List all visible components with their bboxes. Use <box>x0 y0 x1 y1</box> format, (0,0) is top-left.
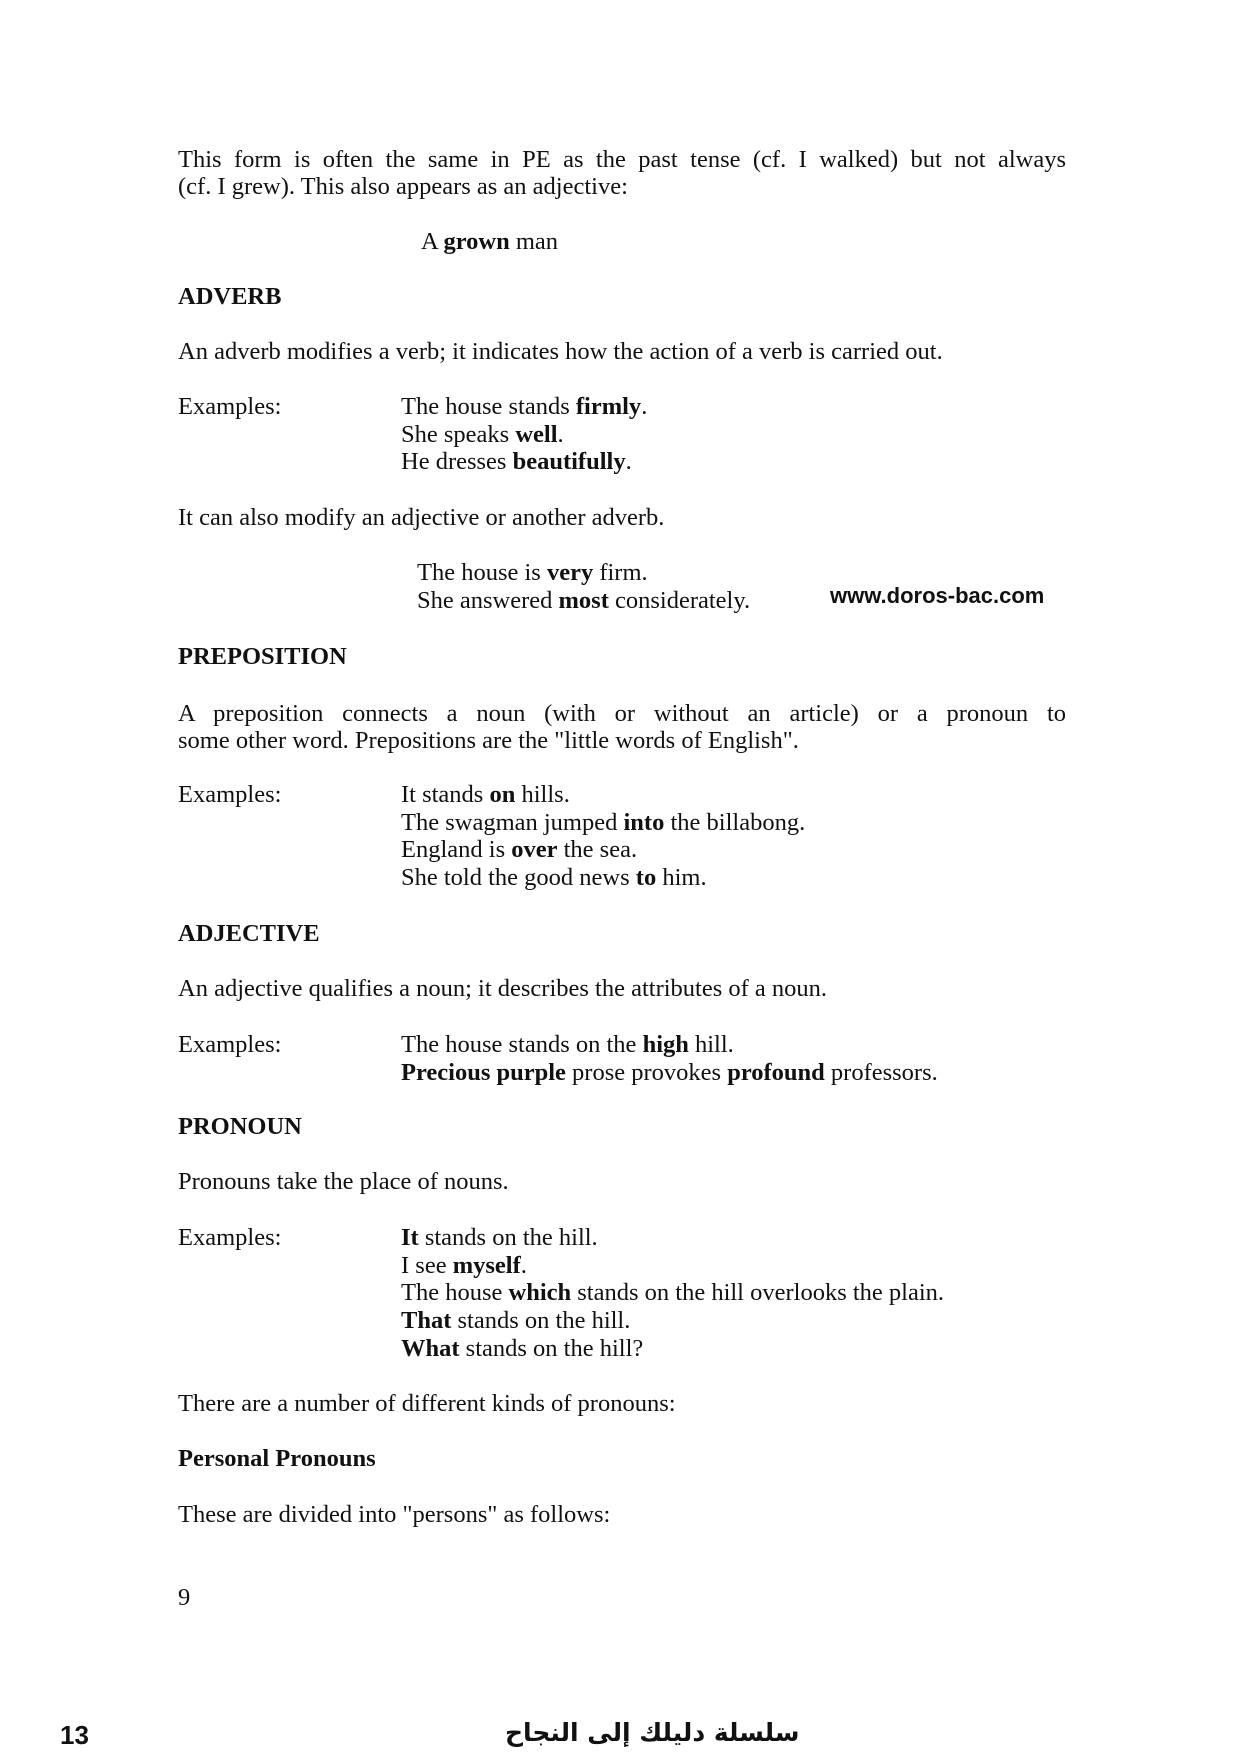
intro-line-2: (cf. I grew). This also appears as an adjective: <box>178 173 628 200</box>
adverb-examples-label: Examples: <box>178 393 282 420</box>
adverb-more-example: The house is very firm. <box>417 559 648 586</box>
adjective-example: Precious purple prose provokes profound professors. <box>401 1058 938 1086</box>
preposition-definition-line-1: A preposition connects a noun (with or without an article) or a pronoun to <box>178 700 1066 727</box>
adjective-definition: An adjective qualifies a noun; it describes the attributes of a noun. <box>178 975 828 1002</box>
page-number: 9 <box>178 1584 191 1611</box>
personal-pronouns-heading: Personal Pronouns <box>178 1445 376 1472</box>
preposition-definition-line-2: some other word. Prepositions are the "little words of English". <box>178 727 799 754</box>
preposition-example: England is over the sea. <box>401 836 638 864</box>
intro-line-1: This form is often the same in PE as the past tense (cf. I walked) but not always <box>178 146 1066 173</box>
pronoun-example: I see myself. <box>401 1251 527 1279</box>
adjective-examples-label: Examples: <box>178 1031 282 1058</box>
intro-example: A grown man <box>421 228 559 255</box>
pronoun-example: It stands on the hill. <box>401 1224 598 1251</box>
adjective-example: The house stands on the high hill. <box>401 1031 734 1058</box>
adverb-more-example: She answered most considerately. <box>417 586 751 614</box>
pronoun-examples-label: Examples: <box>178 1224 282 1251</box>
pronoun-definition: Pronouns take the place of nouns. <box>178 1168 509 1195</box>
adverb-definition: An adverb modifies a verb; it indicates how the action of a verb is carried out. <box>178 338 943 365</box>
preposition-example: She told the good news to him. <box>401 864 707 892</box>
pronoun-examples-list <box>401 1224 944 1363</box>
pronoun-example: That stands on the hill. <box>401 1307 631 1335</box>
adverb-examples-list <box>401 393 647 476</box>
preposition-example: The swagman jumped into the billabong. <box>401 808 806 836</box>
adjective-heading: ADJECTIVE <box>178 920 320 947</box>
adverb-example: He dresses beautifully. <box>401 448 632 476</box>
preposition-example: It stands on hills. <box>401 781 570 808</box>
pronoun-example: The house which stands on the hill overlooks the plain. <box>401 1279 945 1307</box>
pronoun-example: What stands on the hill? <box>401 1334 644 1362</box>
adverb-heading: ADVERB <box>178 283 282 310</box>
adverb-more-examples <box>417 559 750 614</box>
preposition-examples-list <box>401 781 805 892</box>
personal-pronouns-text: These are divided into "persons" as follows: <box>178 1501 611 1528</box>
adverb-also: It can also modify an adjective or another adverb. <box>178 504 665 531</box>
watermark-url: www.doros-bac.com <box>830 583 1045 608</box>
preposition-examples-label: Examples: <box>178 781 282 808</box>
pronoun-heading: PRONOUN <box>178 1113 302 1140</box>
adjective-examples-list <box>401 1031 938 1086</box>
footer-series-title: سلسلة دليلك إلى النجاح <box>505 1718 800 1747</box>
adverb-example: The house stands firmly. <box>401 393 648 420</box>
pronoun-kinds: There are a number of different kinds of pronouns: <box>178 1390 676 1417</box>
adverb-example: She speaks well. <box>401 420 564 448</box>
footer-page-number: 13 <box>60 1720 89 1750</box>
preposition-heading: PREPOSITION <box>178 643 347 670</box>
